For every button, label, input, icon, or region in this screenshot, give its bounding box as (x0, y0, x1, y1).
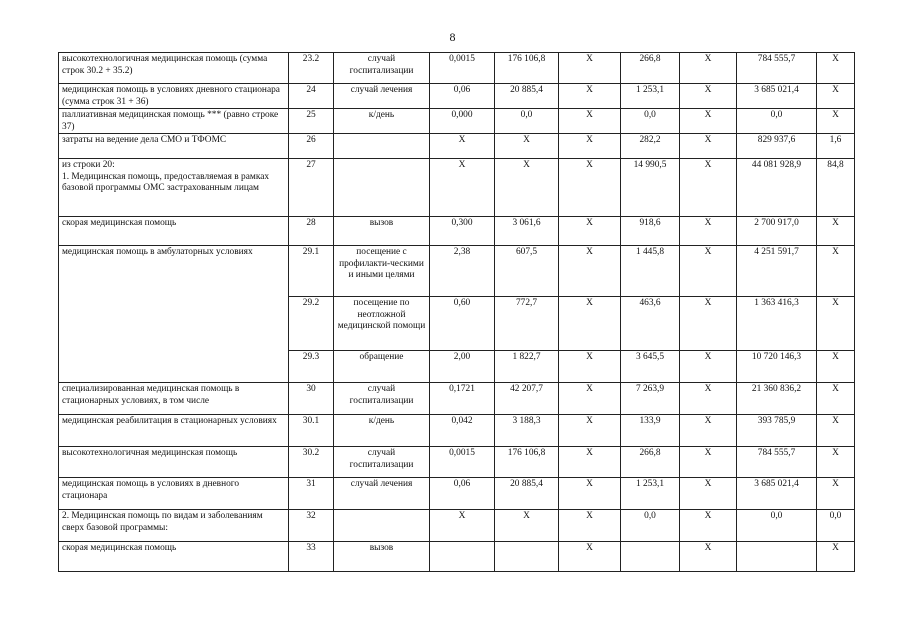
cost-per-unit-cell: X (495, 159, 559, 217)
volume-cell: X (430, 510, 495, 542)
row-number: 31 (289, 478, 334, 510)
unit-cell: посещение с профилакти-ческими и иными целями (334, 246, 430, 297)
row-name-cell: 2. Медицинская помощь по видам и заболеваниям сверх базовой программы: (59, 510, 289, 542)
cost-per-unit-cell (495, 542, 559, 572)
col8-cell: X (680, 478, 737, 510)
col7-cell: 463,6 (621, 297, 680, 351)
row-number: 29.2 (289, 297, 334, 351)
row-name-cell: скорая медицинская помощь (59, 542, 289, 572)
col6-cell: X (559, 84, 621, 109)
unit-cell (334, 134, 430, 159)
cost-per-unit-cell: 42 207,7 (495, 383, 559, 415)
cost-per-unit-cell: 20 885,4 (495, 84, 559, 109)
unit-cell: случай госпитализации (334, 383, 430, 415)
row-number: 30 (289, 383, 334, 415)
page-number: 8 (449, 30, 456, 44)
cost-per-unit-cell: 176 106,8 (495, 53, 559, 84)
col6-cell: X (559, 217, 621, 246)
col7-cell: 282,2 (621, 134, 680, 159)
share-cell: 84,8 (817, 159, 855, 217)
table-row (59, 246, 855, 297)
volume-cell (430, 542, 495, 572)
volume-cell: 0,0015 (430, 447, 495, 478)
col6-cell: X (559, 447, 621, 478)
share-cell: X (817, 351, 855, 383)
share-cell: 0,0 (817, 510, 855, 542)
col7-cell: 1 445,8 (621, 246, 680, 297)
table-row (59, 415, 855, 447)
row-name-cell: медицинская реабилитация в стационарных условиях (59, 415, 289, 447)
col6-cell: X (559, 510, 621, 542)
volume-cell: 0,042 (430, 415, 495, 447)
col8-cell: X (680, 159, 737, 217)
cost-per-unit-cell: 176 106,8 (495, 447, 559, 478)
cost-per-unit-cell: 3 061,6 (495, 217, 559, 246)
share-cell: 1,6 (817, 134, 855, 159)
unit-cell: посещение по неотложной медицинской помощи (334, 297, 430, 351)
total-cell: 784 555,7 (737, 447, 817, 478)
share-cell: X (817, 84, 855, 109)
col7-cell (621, 542, 680, 572)
row-number: 33 (289, 542, 334, 572)
volume-cell: 0,1721 (430, 383, 495, 415)
col8-cell: X (680, 84, 737, 109)
col6-cell: X (559, 53, 621, 84)
row-number: 24 (289, 84, 334, 109)
table-row (59, 53, 855, 84)
row-name-cell: затраты на ведение дела СМО и ТФОМС (59, 134, 289, 159)
cost-per-unit-cell: X (495, 134, 559, 159)
volume-cell: 0,06 (430, 478, 495, 510)
unit-cell: случай лечения (334, 478, 430, 510)
col7-cell: 266,8 (621, 447, 680, 478)
row-number: 30.2 (289, 447, 334, 478)
financing-table (58, 52, 855, 572)
volume-cell: 2,38 (430, 246, 495, 297)
table-row (59, 109, 855, 134)
col8-cell: X (680, 383, 737, 415)
unit-cell: вызов (334, 542, 430, 572)
total-cell: 4 251 591,7 (737, 246, 817, 297)
col7-cell: 0,0 (621, 510, 680, 542)
unit-cell: обращение (334, 351, 430, 383)
col8-cell: X (680, 351, 737, 383)
total-cell: 44 081 928,9 (737, 159, 817, 217)
share-cell: X (817, 542, 855, 572)
table-row (59, 542, 855, 572)
row-name-cell: медицинская помощь в амбулаторных условиях (59, 246, 289, 383)
share-cell: X (817, 478, 855, 510)
col6-cell: X (559, 297, 621, 351)
col8-cell: X (680, 217, 737, 246)
col8-cell: X (680, 415, 737, 447)
row-number: 30.1 (289, 415, 334, 447)
unit-cell (334, 159, 430, 217)
cost-per-unit-cell: 3 188,3 (495, 415, 559, 447)
share-cell: X (817, 53, 855, 84)
col8-cell: X (680, 109, 737, 134)
table-row (59, 447, 855, 478)
col8-cell: X (680, 134, 737, 159)
volume-cell: 0,0015 (430, 53, 495, 84)
table-row (59, 217, 855, 246)
share-cell: X (817, 447, 855, 478)
share-cell: X (817, 415, 855, 447)
total-cell: 2 700 917,0 (737, 217, 817, 246)
table-row (59, 383, 855, 415)
total-cell (737, 542, 817, 572)
volume-cell: X (430, 134, 495, 159)
col8-cell: X (680, 542, 737, 572)
table-row (59, 134, 855, 159)
unit-cell: случай госпитализации (334, 53, 430, 84)
row-name-cell: медицинская помощь в условиях в дневного стационара (59, 478, 289, 510)
col8-cell: X (680, 447, 737, 478)
total-cell: 0,0 (737, 510, 817, 542)
total-cell: 829 937,6 (737, 134, 817, 159)
total-cell: 393 785,9 (737, 415, 817, 447)
volume-cell: 0,300 (430, 217, 495, 246)
col8-cell: X (680, 246, 737, 297)
volume-cell: 0,60 (430, 297, 495, 351)
col7-cell: 14 990,5 (621, 159, 680, 217)
table-row (59, 510, 855, 542)
share-cell: X (817, 109, 855, 134)
unit-cell: к/день (334, 415, 430, 447)
row-number: 29.3 (289, 351, 334, 383)
share-cell: X (817, 246, 855, 297)
col6-cell: X (559, 542, 621, 572)
row-name-cell: высокотехнологичная медицинская помощь (59, 447, 289, 478)
cost-per-unit-cell: 20 885,4 (495, 478, 559, 510)
cost-per-unit-cell: 772,7 (495, 297, 559, 351)
unit-cell: случай госпитализации (334, 447, 430, 478)
unit-cell: к/день (334, 109, 430, 134)
col7-cell: 133,9 (621, 415, 680, 447)
row-name-cell: медицинская помощь в условиях дневного стационара (сумма строк 31 + 36) (59, 84, 289, 109)
row-name-cell: паллиативная медицинская помощь *** (равно строке 37) (59, 109, 289, 134)
total-cell: 0,0 (737, 109, 817, 134)
table-row (59, 478, 855, 510)
total-cell: 21 360 836,2 (737, 383, 817, 415)
col7-cell: 1 253,1 (621, 84, 680, 109)
row-name-cell: специализированная медицинская помощь в стационарных условиях, в том числе (59, 383, 289, 415)
share-cell: X (817, 217, 855, 246)
col6-cell: X (559, 351, 621, 383)
col7-cell: 918,6 (621, 217, 680, 246)
col7-cell: 266,8 (621, 53, 680, 84)
cost-per-unit-cell: 1 822,7 (495, 351, 559, 383)
cost-per-unit-cell: 0,0 (495, 109, 559, 134)
unit-cell: вызов (334, 217, 430, 246)
row-number: 29.1 (289, 246, 334, 297)
row-number: 28 (289, 217, 334, 246)
total-cell: 10 720 146,3 (737, 351, 817, 383)
col6-cell: X (559, 159, 621, 217)
share-cell: X (817, 297, 855, 351)
row-number: 27 (289, 159, 334, 217)
row-number: 26 (289, 134, 334, 159)
row-name-cell: из строки 20: 1. Медицинская помощь, предоставляемая в рамках базовой программы ОМС застрахованным лицам (59, 159, 289, 217)
unit-cell: случай лечения (334, 84, 430, 109)
col7-cell: 3 645,5 (621, 351, 680, 383)
row-name-cell: высокотехнологичная медицинская помощь (сумма строк 30.2 + 35.2) (59, 53, 289, 84)
col6-cell: X (559, 415, 621, 447)
col8-cell: X (680, 53, 737, 84)
total-cell: 784 555,7 (737, 53, 817, 84)
volume-cell: X (430, 159, 495, 217)
col8-cell: X (680, 297, 737, 351)
col7-cell: 7 263,9 (621, 383, 680, 415)
col6-cell: X (559, 383, 621, 415)
row-name-cell: скорая медицинская помощь (59, 217, 289, 246)
col7-cell: 0,0 (621, 109, 680, 134)
total-cell: 1 363 416,3 (737, 297, 817, 351)
volume-cell: 0,000 (430, 109, 495, 134)
volume-cell: 2,00 (430, 351, 495, 383)
col6-cell: X (559, 134, 621, 159)
row-number: 32 (289, 510, 334, 542)
unit-cell (334, 510, 430, 542)
cost-per-unit-cell: X (495, 510, 559, 542)
total-cell: 3 685 021,4 (737, 84, 817, 109)
row-number: 23.2 (289, 53, 334, 84)
col6-cell: X (559, 109, 621, 134)
cost-per-unit-cell: 607,5 (495, 246, 559, 297)
share-cell: X (817, 383, 855, 415)
col6-cell: X (559, 246, 621, 297)
table-row (59, 159, 855, 217)
col8-cell: X (680, 510, 737, 542)
table-row (59, 84, 855, 109)
row-number: 25 (289, 109, 334, 134)
col6-cell: X (559, 478, 621, 510)
col7-cell: 1 253,1 (621, 478, 680, 510)
table-body (59, 53, 855, 572)
volume-cell: 0,06 (430, 84, 495, 109)
total-cell: 3 685 021,4 (737, 478, 817, 510)
